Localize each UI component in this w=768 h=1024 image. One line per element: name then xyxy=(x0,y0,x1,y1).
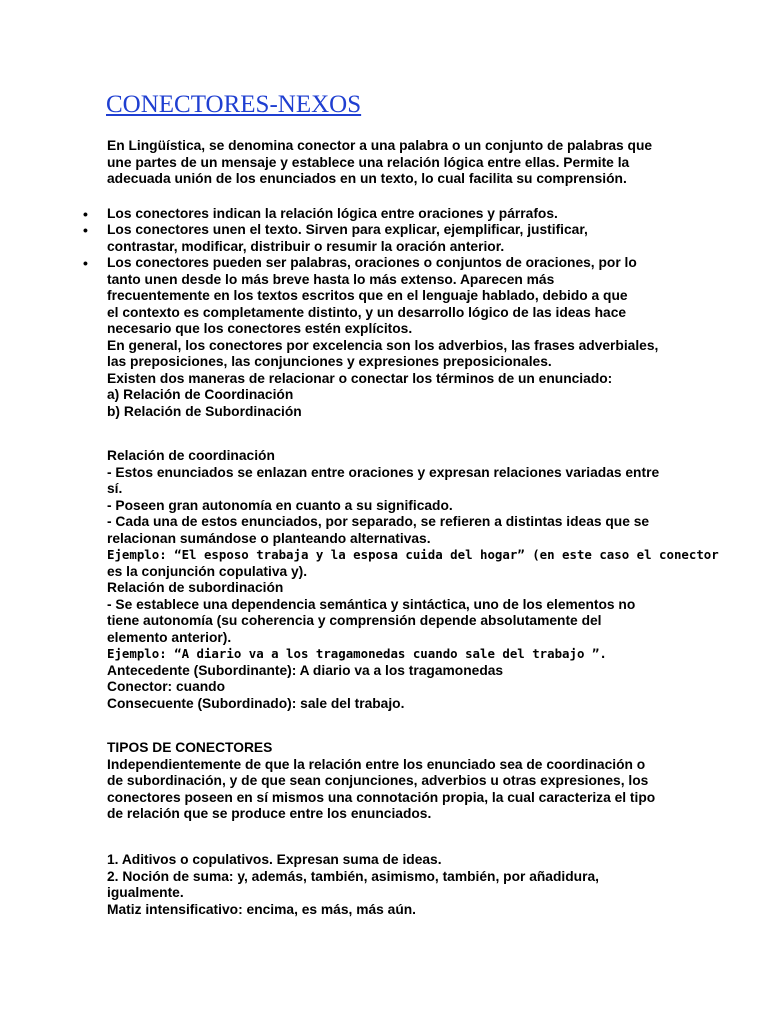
tipos-line: conectores poseen en sí mismos una connotación propia, la cual caracteriza el tipo xyxy=(107,789,656,805)
coordination-line: - Poseen gran autonomía en cuanto a su significado. xyxy=(107,497,453,513)
general-line: las preposiciones, las conjunciones y expresiones preposicionales. xyxy=(107,354,552,369)
bullet-icon: • xyxy=(83,255,88,271)
section-heading: TIPOS DE CONECTORES xyxy=(107,740,273,755)
subordination-detail: Antecedente (Subordinante): A diario va a los tragamonedas xyxy=(107,662,504,678)
coordination-line: relacionan sumándose o planteando alternativas. xyxy=(107,530,431,546)
general-line: b) Relación de Subordinación xyxy=(107,403,302,419)
intro-line: adecuada unión de los enunciados en un texto, lo cual facilita su comprensión. xyxy=(107,171,627,186)
bullet-item xyxy=(107,222,667,255)
subordination-example: Ejemplo: “A diario va a los tragamonedas cuando sale del trabajo ”. xyxy=(107,646,607,661)
bullet-line: Los conectores indican la relación lógica entre oraciones y párrafos. xyxy=(107,206,558,221)
list-item: 2. Noción de suma: y, además, también, asimismo, también, por añadidura, xyxy=(107,868,599,884)
connector-types-list xyxy=(107,852,667,918)
subordination-line: tiene autonomía (su coherencia y comprensión depende absolutamente del xyxy=(107,613,602,628)
coordination-example: Ejemplo: “El esposo trabaja y la esposa cuida del hogar” (en este caso el conector xyxy=(107,547,719,562)
bullet-item xyxy=(107,206,667,223)
coordination-line: - Estos enunciados se enlazan entre oraciones y expresan relaciones variadas entre xyxy=(107,464,660,480)
bullet-line: el contexto es completamente distinto, y un desarrollo lógico de las ideas hace xyxy=(107,304,627,320)
intro-line: En Lingüística, se denomina conector a una palabra o un conjunto de palabras que xyxy=(107,138,653,153)
list-item: igualmente. xyxy=(107,885,184,900)
general-line: En general, los conectores por excelencia son los adverbios, las frases adverbiales, xyxy=(107,337,659,353)
bullet-icon: • xyxy=(83,222,88,238)
coordination-line: sí. xyxy=(107,481,123,496)
bullet-icon: • xyxy=(83,206,88,222)
page-title[interactable]: CONECTORES-NEXOS xyxy=(106,91,362,118)
bullet-line: necesario que los conectores estén explícitos. xyxy=(107,321,413,336)
subordination-line: elemento anterior). xyxy=(107,629,232,645)
tipos-line: de relación que se produce entre los enunciados. xyxy=(107,806,432,821)
bullet-line: tanto unen desde lo más breve hasta lo más extenso. Aparecen más xyxy=(107,271,555,287)
subordination-detail: Consecuente (Subordinado): sale del trabajo. xyxy=(107,695,405,711)
intro-line: une partes de un mensaje y establece una relación lógica entre ellas. Permite la xyxy=(107,154,630,170)
subordination-line: - Se establece una dependencia semántica y sintáctica, uno de los elementos no xyxy=(107,596,636,612)
coordination-example-tail: es la conjunción copulativa y). xyxy=(107,563,308,579)
coordination-section xyxy=(107,448,719,712)
list-item: Matiz intensificativo: encima, es más, más aún. xyxy=(107,901,417,917)
section-heading: Relación de coordinación xyxy=(107,448,275,463)
bullet-item xyxy=(107,255,667,420)
intro-paragraph xyxy=(107,138,667,188)
section-heading: Relación de subordinación xyxy=(107,580,284,595)
bullet-line: contrastar, modificar, distribuir o resumir la oración anterior. xyxy=(107,238,505,254)
bullet-line: Los conectores unen el texto. Sirven para explicar, ejemplificar, justificar, xyxy=(107,222,588,237)
subordination-detail: Conector: cuando xyxy=(107,679,226,694)
tipos-line: de subordinación, y de que sean conjunciones, adverbios u otras expresiones, los xyxy=(107,773,649,788)
tipos-line: Independientemente de que la relación entre los enunciado sea de coordinación o xyxy=(107,756,646,772)
coordination-line: - Cada una de estos enunciados, por separado, se refieren a distintas ideas que se xyxy=(107,514,650,529)
bullet-line: frecuentemente en los textos escritos que en el lenguaje hablado, debido a que xyxy=(107,288,628,303)
bullet-line: Los conectores pueden ser palabras, oraciones o conjuntos de oraciones, por lo xyxy=(107,255,637,270)
list-item: 1. Aditivos o copulativos. Expresan suma de ideas. xyxy=(107,852,442,867)
general-line: a) Relación de Coordinación xyxy=(107,387,294,402)
tipos-section xyxy=(107,740,667,823)
general-line: Existen dos maneras de relacionar o conectar los términos de un enunciado: xyxy=(107,370,613,386)
